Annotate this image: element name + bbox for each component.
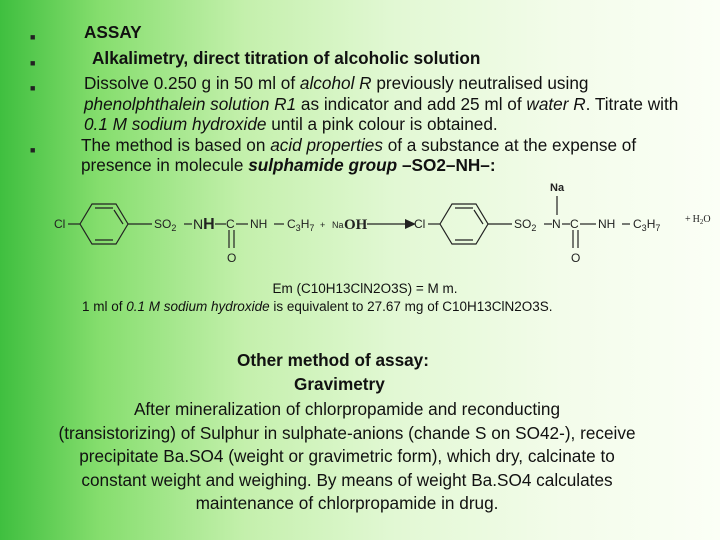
- square-bullet-icon: ■: [30, 32, 36, 42]
- text-run: until a pink colour is obtained.: [266, 114, 498, 134]
- atom-o-left: O: [227, 251, 237, 265]
- dissolve-paragraph: [50, 73, 690, 135]
- italic-run: 0.1 M sodium hydroxide: [84, 114, 267, 134]
- atom-n-right: N: [552, 217, 561, 231]
- gravimetry-paragraph: [0, 398, 694, 516]
- paragraph-line: After mineralization of chlorpropamide and reconducting: [133, 399, 561, 419]
- group-nh-left: NH: [250, 217, 268, 231]
- group-so2-left: $SO_2$: [154, 217, 177, 233]
- paragraph-line: (transistorizing) of Sulphur in sulphate-anions (chande S on SO42-), receive: [58, 422, 636, 443]
- group-nh-right: NH: [598, 217, 616, 231]
- bold-italic-run: sulphamide group: [248, 155, 398, 175]
- plus-sign: +: [320, 220, 326, 230]
- bold-run: –SO2–NH–:: [397, 155, 496, 175]
- atom-c-right: C: [570, 217, 579, 231]
- reaction-scheme: [50, 178, 720, 268]
- product-water: + $H_2O$: [685, 214, 711, 226]
- group-so2-right: $SO_2$: [514, 217, 537, 233]
- bullet-item-dissolve: [30, 73, 690, 135]
- reagent-na: Na: [332, 220, 344, 230]
- paragraph-line: precipitate Ba.SO4 (weight or gravimetric form), which dry, calcinate to: [79, 446, 615, 466]
- alkalimetry-heading: Alkalimetry, direct titration of alcoholic solution: [92, 47, 481, 68]
- square-bullet-icon: ■: [30, 83, 36, 93]
- bullet-item-alkalimetry: [30, 48, 690, 74]
- paragraph-line: constant weight and weighing. By means of weight Ba.SO4 calculates: [81, 469, 613, 490]
- gravimetry-title: Gravimetry: [294, 374, 385, 394]
- equivalence-statement: [82, 299, 553, 314]
- bullet-text: [50, 48, 690, 69]
- atom-n-left: NH: [193, 216, 215, 233]
- equivalent-mass-line: Em (C10H13ClN2O3S) = M m.: [272, 281, 458, 296]
- benzene-ring-right: [440, 204, 488, 244]
- benzene-ring-left: [80, 204, 128, 244]
- method-paragraph: [50, 135, 690, 176]
- italic-run: phenolphthalein solution R1: [84, 93, 297, 114]
- italic-run: water R: [526, 93, 586, 114]
- text-run: Dissolve 0.250 g in 50 ml of: [84, 73, 300, 93]
- atom-na-right: Na: [550, 182, 565, 194]
- text-run: previously neutralised using: [371, 73, 589, 93]
- atom-cl-left: Cl: [54, 217, 66, 231]
- text-run: is equivalent to 27.67 mg of C10H13ClN2O3S.: [269, 299, 553, 314]
- square-bullet-icon: ■: [30, 144, 36, 155]
- bullet-item-method: [30, 135, 690, 176]
- bullet-text: [50, 22, 690, 43]
- atom-o-right: O: [571, 251, 581, 265]
- paragraph-line: maintenance of chlorpropamide in drug.: [195, 493, 499, 513]
- group-propyl-left: $C_3H_7$: [287, 217, 315, 233]
- other-method-title: Other method of assay:: [237, 350, 429, 370]
- italic-run: 0.1 M sodium hydroxide: [126, 299, 270, 314]
- italic-run: acid properties: [270, 134, 383, 155]
- text-run: The method is based on: [81, 134, 271, 155]
- atom-c-left: C: [226, 217, 235, 231]
- text-run: as indicator and add 25 ml of: [296, 93, 527, 114]
- reagent-oh: OH: [344, 217, 368, 233]
- italic-run: alcohol R: [299, 73, 372, 93]
- bullet-item-assay: [30, 22, 690, 48]
- group-propyl-right: $C_3H_7$: [633, 217, 661, 233]
- text-run: of a substance at the expense of presence in molecule: [81, 134, 637, 175]
- text-run: 1 ml of: [82, 299, 127, 314]
- assay-heading: ASSAY: [84, 22, 142, 42]
- bullet-list: [30, 22, 690, 176]
- text-run: . Titrate with: [585, 93, 679, 114]
- atom-cl-right: Cl: [414, 217, 426, 231]
- square-bullet-icon: ■: [30, 57, 36, 68]
